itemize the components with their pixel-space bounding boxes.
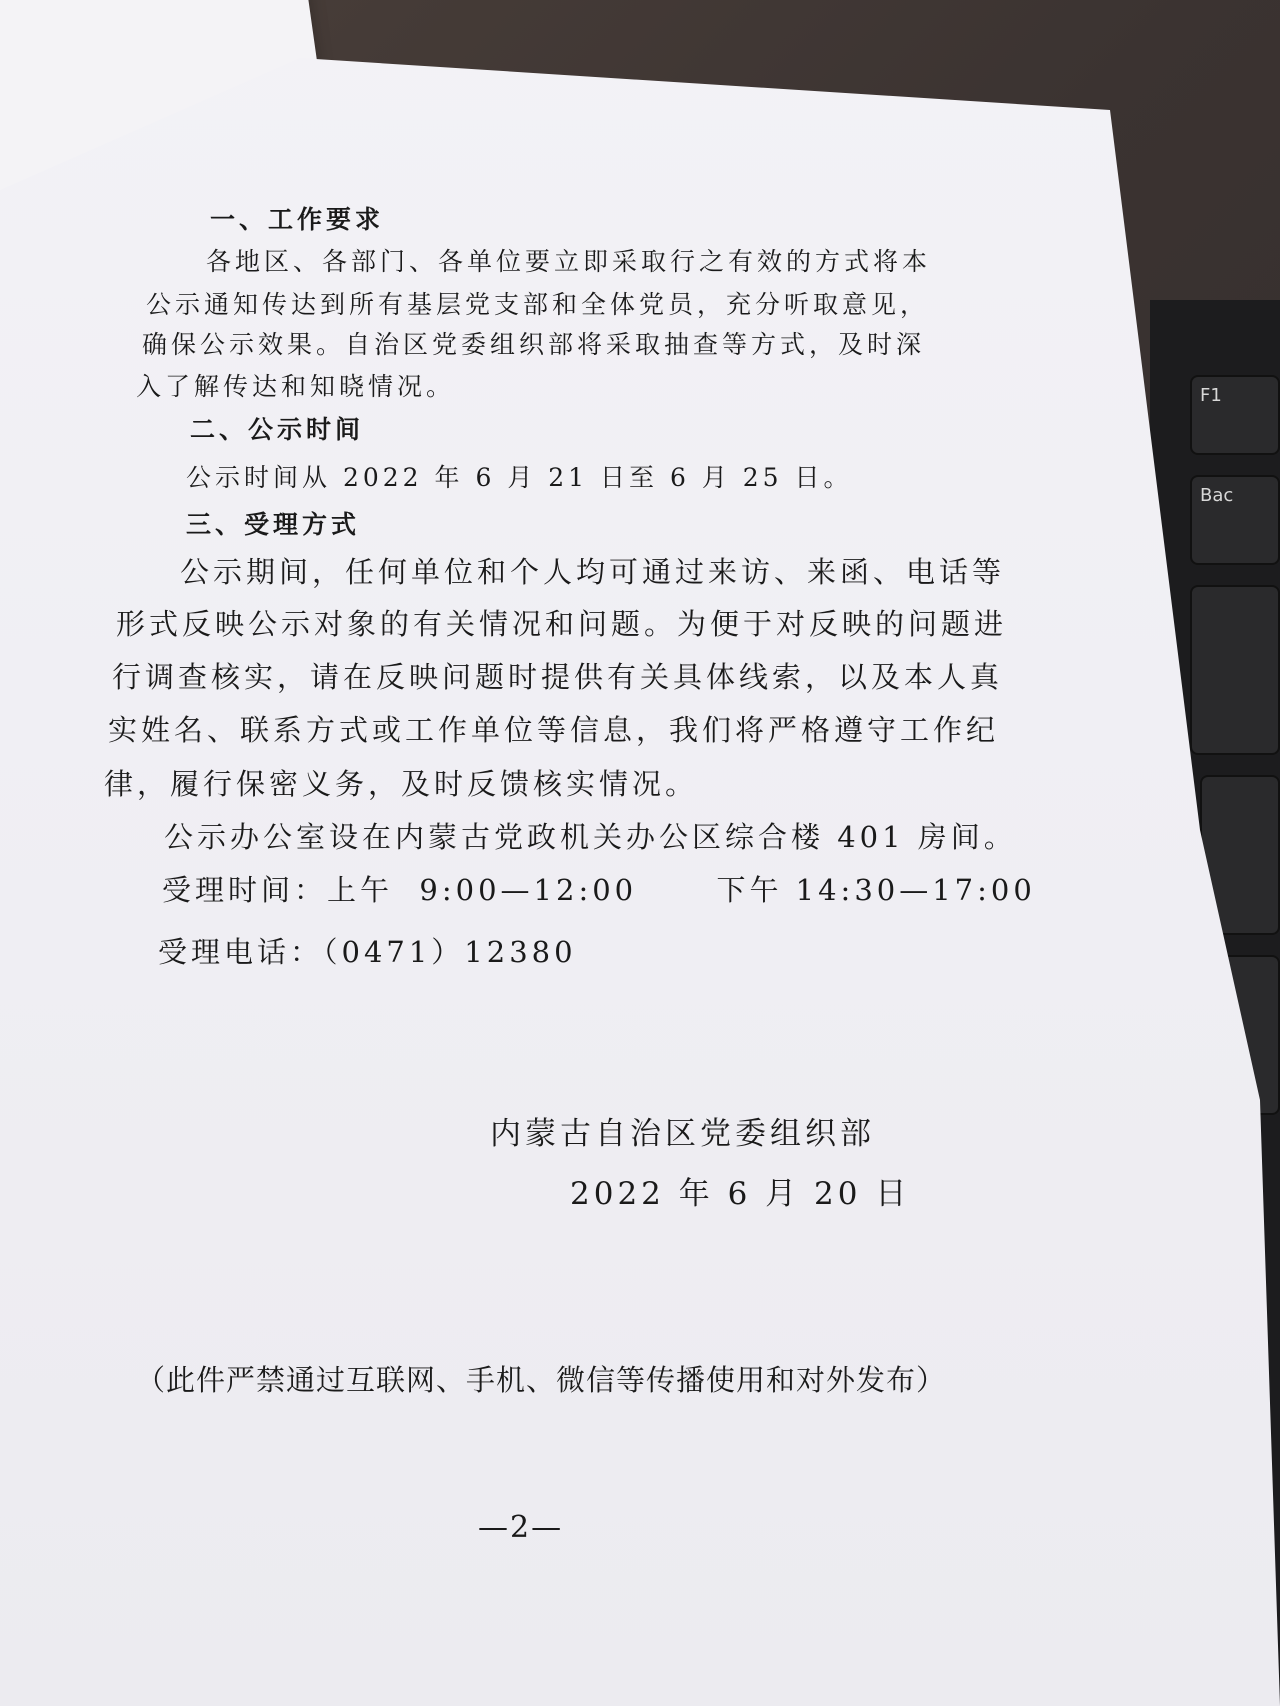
paragraph-line: 各地区、各部门、各单位要立即采取行之有效的方式将本 (206, 247, 932, 276)
issue-date: 2022 年 6 月 20 日 (570, 1176, 911, 1212)
keyboard-key-f1 (1190, 375, 1280, 455)
office-location: 公示办公室设在内蒙古党政机关办公区综合楼 401 房间。 (164, 820, 1017, 854)
paragraph-line: 实姓名、联系方式或工作单位等信息，我们将严格遵守工作纪 (108, 713, 1000, 747)
acceptance-phone: 受理电话：（0471）12380 (158, 935, 577, 969)
section-heading-work-requirements: 一、工作要求 (210, 205, 385, 234)
paragraph-line: 公示通知传达到所有基层党支部和全体党员，充分听取意见， (146, 290, 930, 319)
keyboard-key (1190, 585, 1280, 755)
section-heading-publicity-period: 二、公示时间 (190, 415, 365, 444)
paragraph-line: 律，履行保密义务，及时反馈核实情况。 (104, 767, 699, 801)
acceptance-hours: 受理时间：上午 9:00—12:00 下午 14:30—17:00 (162, 873, 1036, 907)
page-number: —2— (478, 1510, 564, 1545)
distribution-notice: （此件严禁通过互联网、手机、微信等传播使用和对外发布） (136, 1363, 947, 1397)
keyboard-key-f1-label: F1 (1200, 385, 1222, 406)
keyboard-key-backspace-label: Bac (1200, 485, 1234, 506)
keyboard-key-backspace (1190, 475, 1280, 565)
paragraph-line: 公示期间，任何单位和个人均可通过来访、来函、电话等 (180, 555, 1006, 589)
paragraph-line: 形式反映公示对象的有关情况和问题。为便于对反映的问题进 (116, 607, 1008, 641)
paragraph-line: 入了解传达和知晓情况。 (136, 372, 456, 401)
paragraph-line: 行调查核实，请在反映问题时提供有关具体线索，以及本人真 (112, 660, 1004, 694)
paragraph-line: 公示时间从 2022 年 6 月 21 日至 6 月 25 日。 (186, 463, 853, 492)
paragraph-line: 确保公示效果。自治区党委组织部将采取抽查等方式，及时深 (142, 330, 926, 359)
issuing-organization: 内蒙古自治区党委组织部 (490, 1116, 875, 1152)
section-heading-acceptance-method: 三、受理方式 (186, 510, 361, 539)
